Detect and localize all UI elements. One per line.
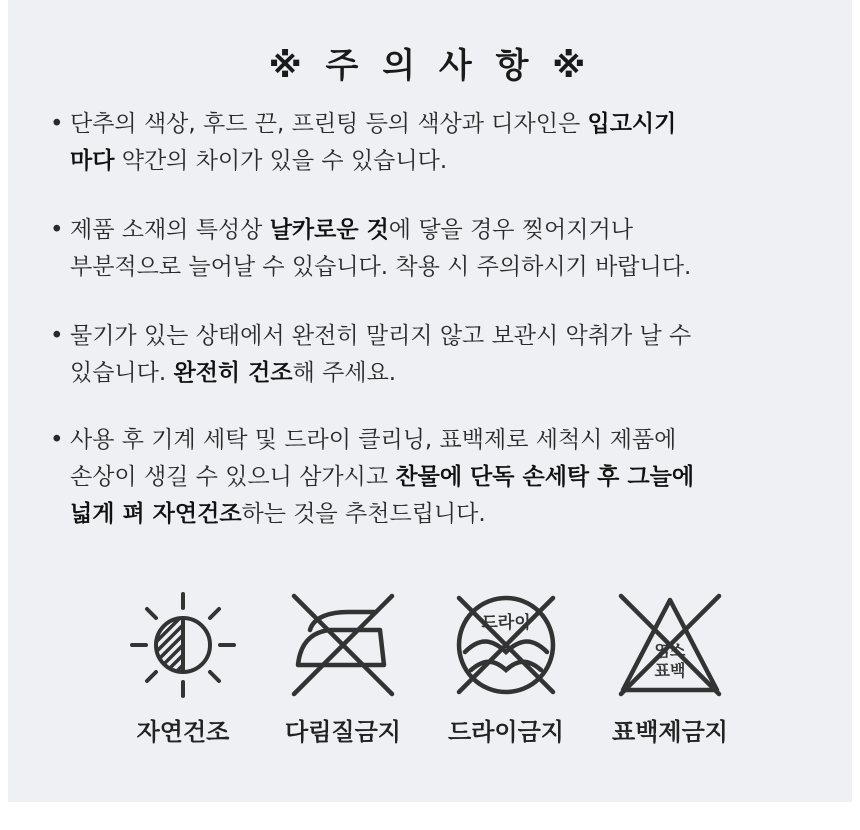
notice-item: • 제품 소재의 특성상 날카로운 것에 닿을 경우 찢어지거나 부분적으로 늘어날 수 있습니다. 착용 시 주의하시기 바랍니다.: [50, 212, 810, 286]
no-bleach-icon: [615, 590, 725, 700]
dry-clean-label: 드라이: [481, 613, 531, 633]
bleach-label-top: 염소: [654, 641, 686, 660]
bullet: •: [50, 323, 64, 349]
notice-item: • 단추의 색상, 후드 끈, 프린팅 등의 색상과 디자인은 입고시기 마다 약간의 차이가 있을 수 있습니다.: [50, 106, 810, 180]
notice-item: • 물기가 있는 상태에서 완전히 말리지 않고 보관시 악취가 날 수 있습니다. 완전히 건조해 주세요.: [50, 318, 810, 392]
page-title: ※ 주 의 사 항 ※: [268, 46, 592, 86]
caption-no-dry-clean: 드라이금지: [448, 718, 564, 746]
bullet: •: [50, 427, 64, 453]
caption-natural-dry: 자연건조: [136, 718, 230, 746]
no-iron-icon: [288, 590, 398, 700]
sun-icon: [128, 590, 238, 700]
caption-no-bleach: 표백제금지: [612, 718, 728, 746]
notice-item: • 사용 후 기계 세탁 및 드라이 클리닝, 표백제로 세척시 제품에 손상이 생길 수 있으니 삼가시고 찬물에 단독 손세탁 후 그늘에 넓게 펴 자연건조하는 것을 추천드립니다.: [50, 422, 810, 533]
bleach-label-bottom: 표백: [654, 661, 686, 680]
bullet: •: [50, 217, 64, 243]
bullet: •: [50, 111, 64, 137]
no-dry-clean-icon: [451, 590, 561, 700]
caption-no-iron: 다림질금지: [285, 718, 401, 746]
